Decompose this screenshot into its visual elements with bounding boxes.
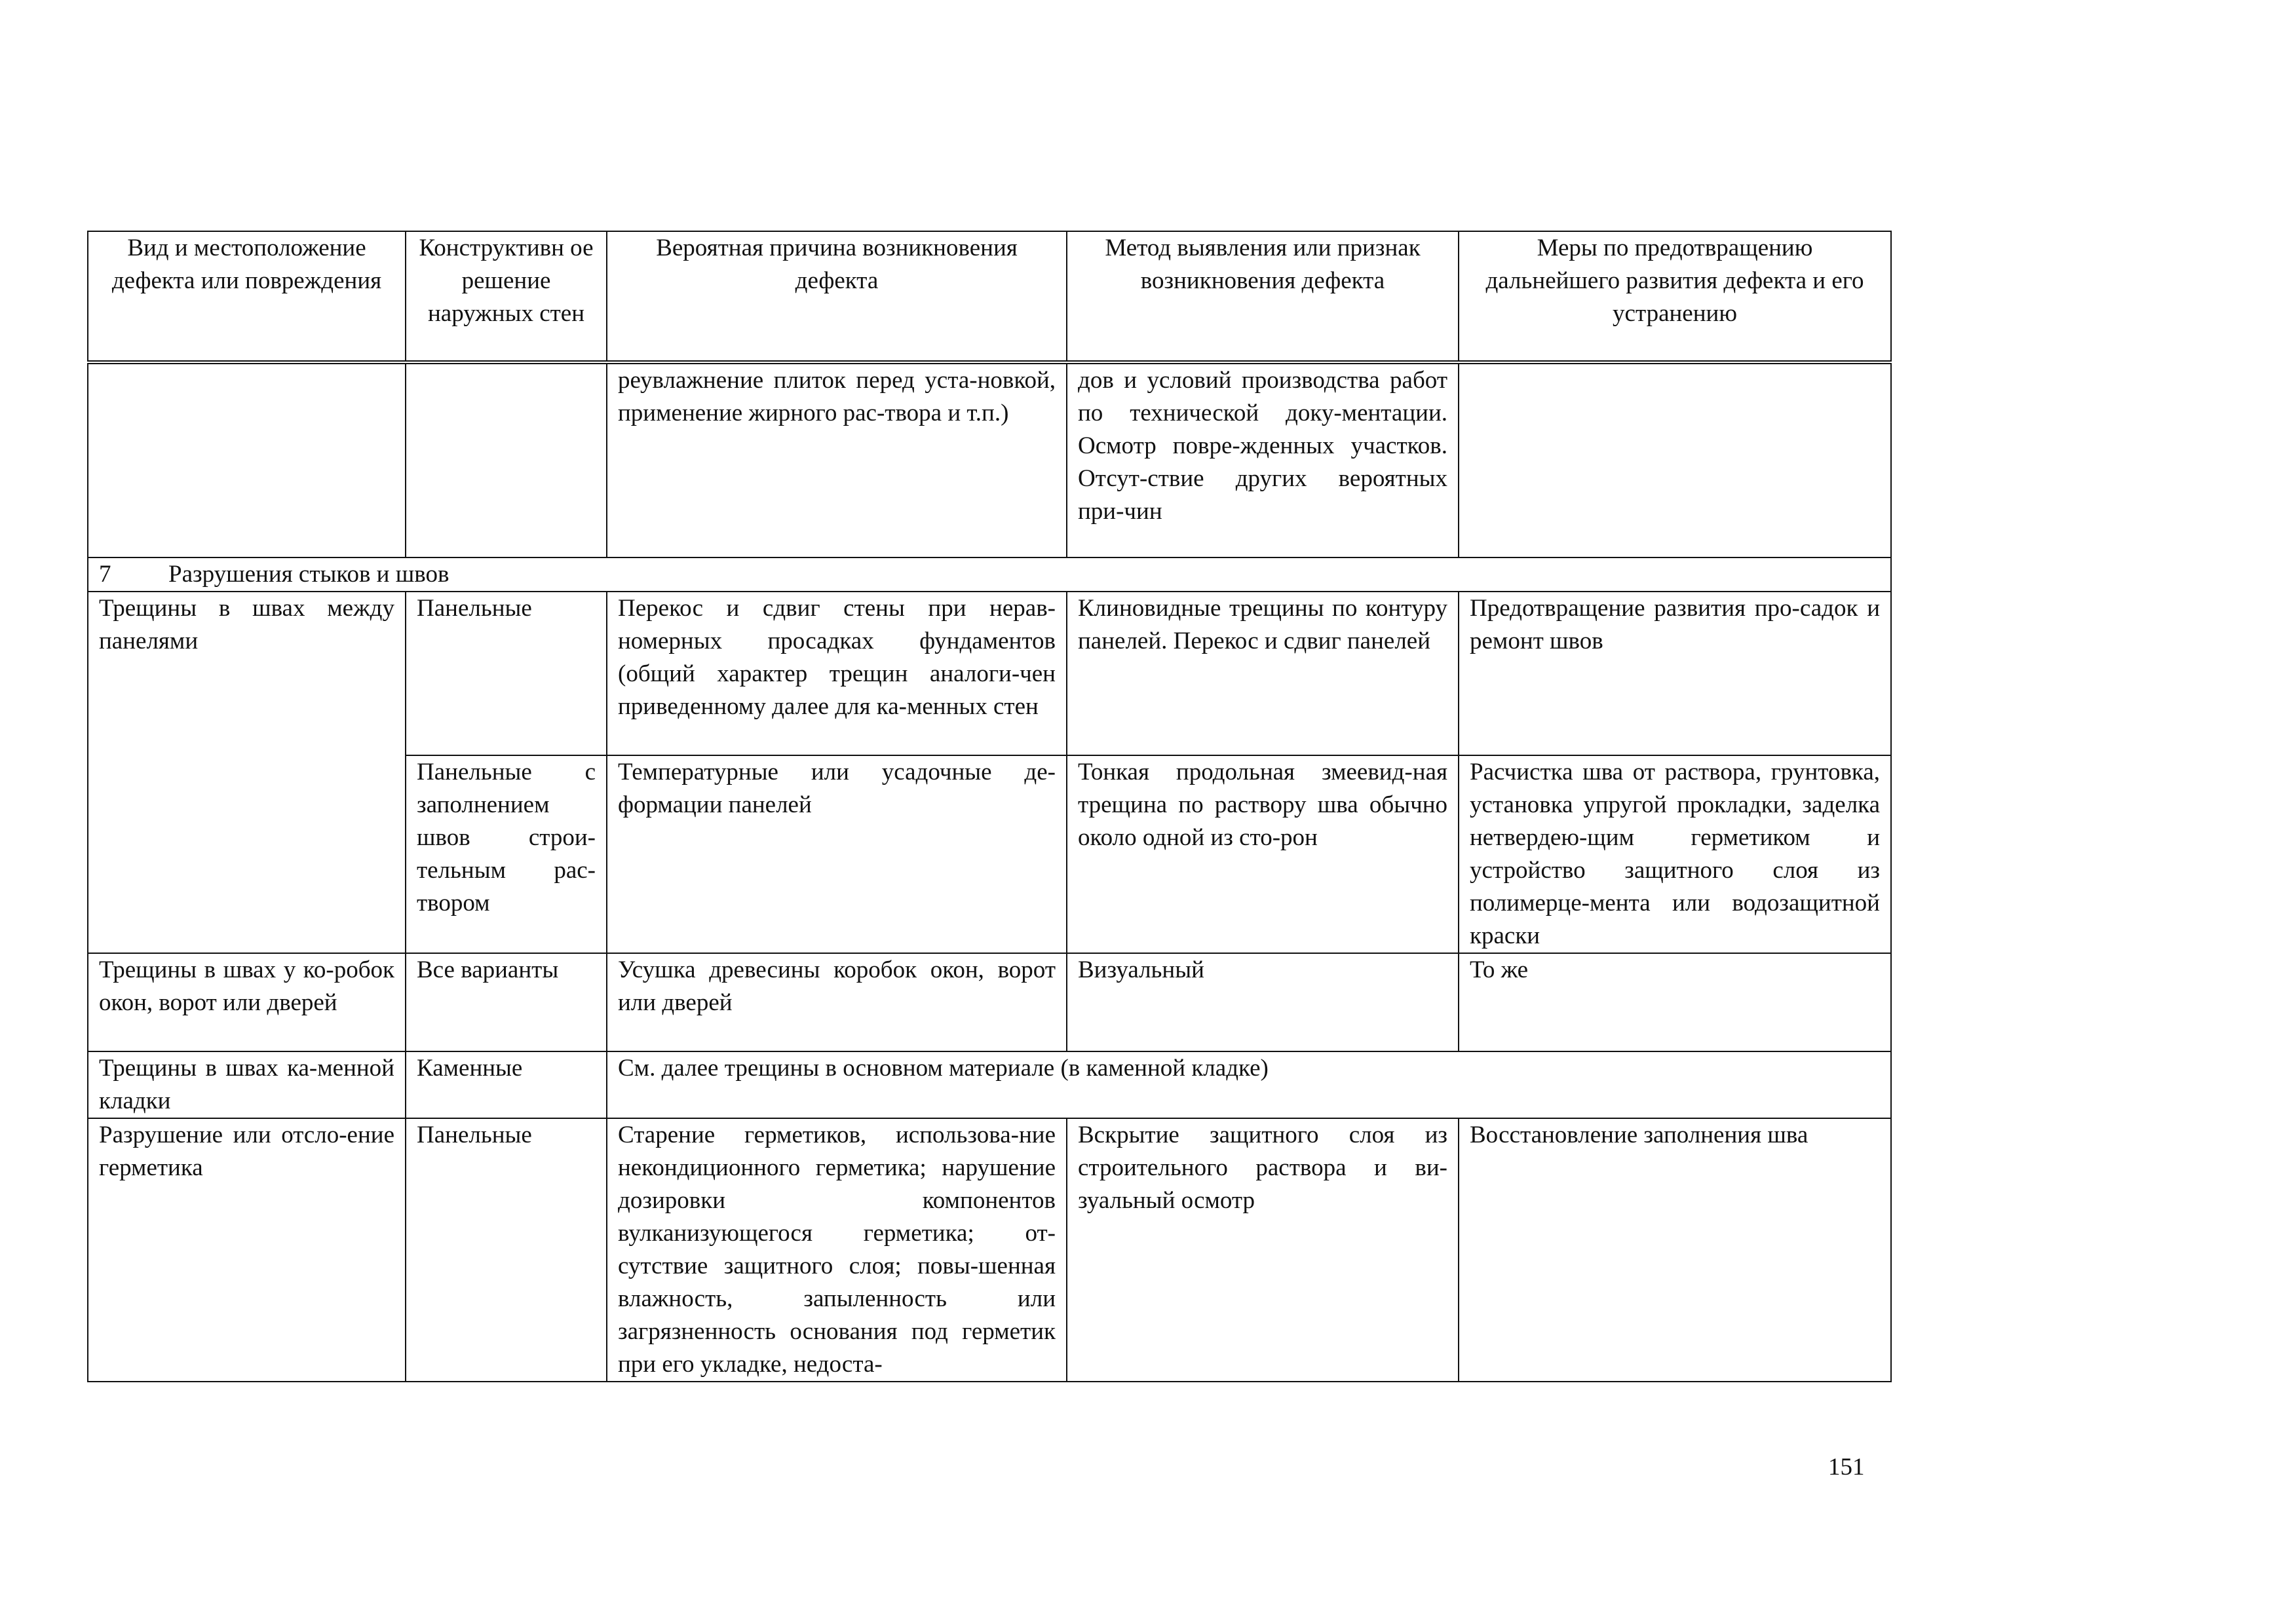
cell-solution: Панельные с заполнением швов строи-тельным рас-твором	[406, 755, 607, 953]
section-number: 7	[99, 561, 111, 588]
table-row	[88, 1118, 1891, 1382]
header-wall-solution: Конструктивн ое решение наружных стен	[406, 231, 607, 362]
header-defect-type: Вид и местоположение дефекта или повреждения	[88, 231, 406, 362]
cell-cause: Температурные или усадочные де-формации панелей	[607, 755, 1067, 953]
section-heading	[88, 557, 1891, 592]
cell-measures: Расчистка шва от раствора, грунтовка, установка упругой прокладки, заделка нетвердею-щим герметиком и устройство защитного слоя из полимерце-мента или водозащитной краски	[1459, 755, 1891, 953]
cell-cause: реувлажнение плиток перед уста-новкой, применение жирного рас-твора и т.п.)	[607, 362, 1067, 557]
table-row	[88, 1051, 1891, 1118]
cell-defect: Трещины в швах ка-менной кладки	[88, 1051, 406, 1118]
cell-solution: Панельные	[406, 592, 607, 755]
cell-cause: Старение герметиков, использова-ние некондиционного герметика; нарушение дозировки компонентов вулканизующегося герметика; от-сутствие защитного слоя; повы-шенная влажность, запыленность или загрязненность основания под герметик при его укладке, недоста-	[607, 1118, 1067, 1382]
cell-defect: Трещины в швах у ко-робок окон, ворот или дверей	[88, 953, 406, 1051]
page-number: 151	[1828, 1454, 1865, 1481]
section-title: Разрушения стыков и швов	[168, 561, 450, 588]
section-row	[88, 557, 1891, 592]
cell-measures: Предотвращение развития про-садок и ремонт швов	[1459, 592, 1891, 755]
cell-method: Визуальный	[1067, 953, 1459, 1051]
cell-cause: Усушка древесины коробок окон, ворот или дверей	[607, 953, 1067, 1051]
table-row	[88, 953, 1891, 1051]
cell-defect: Разрушение или отсло-ение герметика	[88, 1118, 406, 1382]
cell-measures	[1459, 362, 1891, 557]
cell-defect	[88, 362, 406, 557]
cell-method: дов и условий производства работ по технической доку-ментации. Осмотр повре-жденных участков. Отсут-ствие других вероятных при-чин	[1067, 362, 1459, 557]
defects-table	[87, 231, 1892, 1382]
cell-solution: Панельные	[406, 1118, 607, 1382]
table-row	[88, 362, 1891, 557]
cell-method: Тонкая продольная змеевид-ная трещина по раствору шва обычно около одной из сто-рон	[1067, 755, 1459, 953]
cell-solution: Каменные	[406, 1051, 607, 1118]
cell-solution: Все варианты	[406, 953, 607, 1051]
cell-method: Вскрытие защитного слоя из строительного раствора и ви-зуальный осмотр	[1067, 1118, 1459, 1382]
cell-defect: Трещины в швах между панелями	[88, 592, 406, 953]
cell-cause: Перекос и сдвиг стены при нерав-номерных просадках фундаментов (общий характер трещин аналоги-чен приведенному далее для ка-менных стен	[607, 592, 1067, 755]
cell-merged-note: См. далее трещины в основном материале (в каменной кладке)	[607, 1051, 1891, 1118]
header-probable-cause: Вероятная причина возникновения дефекта	[607, 231, 1067, 362]
cell-measures: То же	[1459, 953, 1891, 1051]
cell-solution	[406, 362, 607, 557]
header-remedy-measures: Меры по предотвращению дальнейшего развития дефекта и его устранению	[1459, 231, 1891, 362]
header-detection-method: Метод выявления или признак возникновения дефекта	[1067, 231, 1459, 362]
cell-measures: Восстановление заполнения шва	[1459, 1118, 1891, 1382]
cell-method: Клиновидные трещины по контуру панелей. Перекос и сдвиг панелей	[1067, 592, 1459, 755]
table-row	[88, 592, 1891, 755]
header-row	[88, 231, 1891, 362]
